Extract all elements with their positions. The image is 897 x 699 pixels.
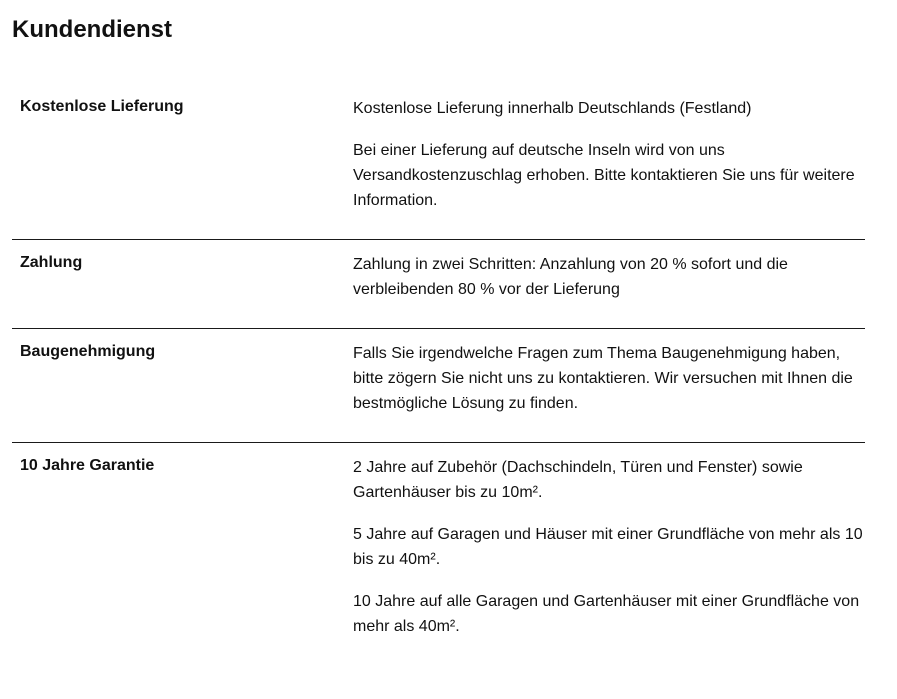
row-body bbox=[353, 252, 865, 302]
row-body bbox=[353, 341, 865, 416]
row-label: 10 Jahre Garantie bbox=[20, 457, 155, 474]
row-paragraph: 10 Jahre auf alle Garagen und Gartenhäuser mit einer Grundfläche von mehr als 40m². bbox=[353, 593, 860, 635]
row-paragraph: Kostenlose Lieferung innerhalb Deutschlands (Festland) bbox=[353, 100, 752, 117]
row-zahlung bbox=[12, 240, 865, 329]
row-paragraph: Bei einer Lieferung auf deutsche Inseln wird von uns Versandkostenzuschlag erhoben. Bitte kontaktieren Sie uns für weitere Information. bbox=[353, 142, 855, 209]
page-title: Kundendienst bbox=[12, 16, 172, 43]
row-label: Zahlung bbox=[20, 254, 83, 271]
row-paragraph: 5 Jahre auf Garagen und Häuser mit einer Grundfläche von mehr als 10 bis zu 40m². bbox=[353, 526, 863, 568]
row-garantie bbox=[12, 443, 865, 665]
row-body bbox=[353, 455, 865, 639]
row-baugenehmigung bbox=[12, 329, 865, 443]
row-label: Baugenehmigung bbox=[20, 343, 156, 360]
service-table bbox=[12, 84, 865, 665]
row-body bbox=[353, 96, 865, 213]
row-label: Kostenlose Lieferung bbox=[20, 98, 184, 115]
row-paragraph: 2 Jahre auf Zubehör (Dachschindeln, Türen und Fenster) sowie Gartenhäuser bis zu 10m². bbox=[353, 459, 803, 501]
row-paragraph: Falls Sie irgendwelche Fragen zum Thema Baugenehmigung haben, bitte zögern Sie nicht uns zu kontaktieren. Wir versuchen mit Ihnen die bestmögliche Lösung zu finden. bbox=[353, 345, 853, 412]
row-paragraph: Zahlung in zwei Schritten: Anzahlung von 20 % sofort und die verbleibenden 80 % vor der Lieferung bbox=[353, 256, 788, 298]
row-kostenlose-lieferung bbox=[12, 84, 865, 240]
